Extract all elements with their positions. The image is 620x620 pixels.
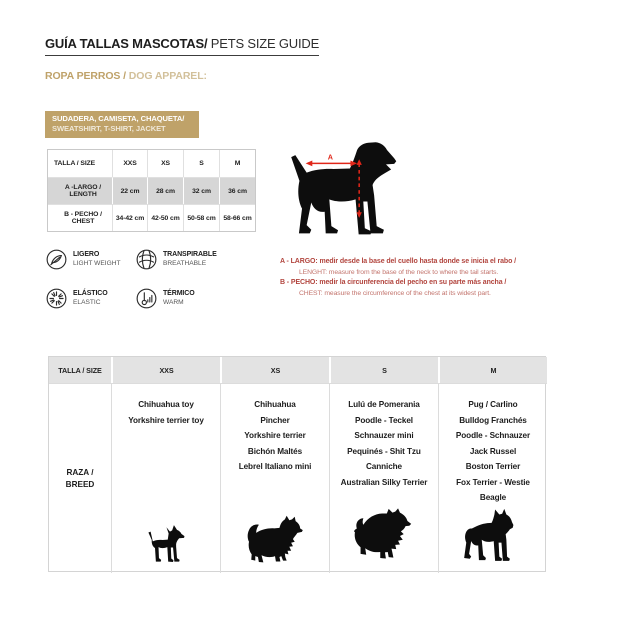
chest-instruction-es: B - PECHO: medir la circunferencia del pecho en su parte más ancha / xyxy=(280,279,507,286)
feature-name-es: LIGERO xyxy=(73,251,100,258)
breed-item: Schnauzer mini xyxy=(354,431,414,440)
breed-item: Lebrel Italiano mini xyxy=(238,462,312,471)
breed-item: Australian Silky Terrier xyxy=(340,477,428,487)
garment-category-es: SUDADERA, CAMISETA, CHAQUETA/ xyxy=(52,114,185,123)
chest-instruction-en: CHEST: measure the circumference of the chest at its widest part. xyxy=(299,289,491,297)
chest-value: 42-50 cm xyxy=(147,204,183,231)
length-row-label: A -LARGO / LENGTH xyxy=(48,177,112,204)
breed-table-header-cell: M xyxy=(438,357,547,383)
breed-cell-xxs xyxy=(111,383,220,573)
feature-elastic xyxy=(46,288,108,309)
breed-size-table xyxy=(48,356,546,572)
breed-cell-m xyxy=(438,383,547,573)
breed-row-label-en: BREED xyxy=(65,479,95,489)
breed-table-header-cell: XS xyxy=(220,357,329,383)
subtitle-es: ROPA PERROS / xyxy=(45,70,129,82)
breed-row-label-cell xyxy=(49,383,111,573)
feature-name-es: TRANSPIRABLE xyxy=(163,251,217,258)
length-value: 36 cm xyxy=(219,177,255,204)
measuring-instructions xyxy=(280,257,600,299)
feature-lightweight xyxy=(46,249,121,270)
feature-name-en: WARM xyxy=(163,299,184,306)
labrador-silhouette-icon xyxy=(284,133,422,239)
page-title xyxy=(45,36,319,56)
size-table-header-cell: TALLA / SIZE xyxy=(54,160,96,167)
breed-table-header-cell: TALLA / SIZE xyxy=(49,357,111,383)
breed-row-label-es: RAZA / xyxy=(66,467,94,477)
length-value: 32 cm xyxy=(183,177,219,204)
feature-warm xyxy=(136,288,195,309)
length-value: 28 cm xyxy=(147,177,183,204)
breed-item: Bichón Maltés xyxy=(247,446,303,456)
chest-row-label: B - PECHO / CHEST xyxy=(48,204,112,231)
elastic-icon xyxy=(46,288,67,309)
chest-value: 34-42 cm xyxy=(112,204,147,231)
page-title-es: GUÍA TALLAS MASCOTAS/ xyxy=(45,36,208,51)
feature-name-en: LIGHT WEIGHT xyxy=(73,260,121,267)
length-instruction-en: LENGHT: measure from the base of the neck to where the tail starts. xyxy=(299,268,499,276)
length-instruction-es: A - LARGO: medir desde la base del cuello hasta donde se inicia el rabo / xyxy=(280,258,516,265)
breed-item: Yorkshire terrier xyxy=(244,431,306,440)
french-bulldog-silhouette-icon xyxy=(450,506,536,567)
size-table-header-cell: M xyxy=(219,150,255,177)
dog-measurement-diagram xyxy=(284,133,422,239)
breathable-icon xyxy=(136,249,157,270)
breed-item: Pequinés - Shit Tzu xyxy=(347,446,421,456)
breed-item: Boston Terrier xyxy=(465,462,521,471)
breed-item: Yorkshire terrier toy xyxy=(128,415,204,425)
chihuahua-silhouette-icon xyxy=(142,522,190,566)
size-table-header-cell: S xyxy=(183,150,219,177)
breed-item: Lulú de Pomerania xyxy=(348,400,420,409)
breed-item: Poodle - Schnauzer xyxy=(455,431,531,440)
breed-item: Fox Terrier - Westie xyxy=(456,477,530,487)
breed-item: Canniche xyxy=(365,462,403,471)
breed-table-header-cell: XXS xyxy=(111,357,220,383)
size-table-header-cell: XXS xyxy=(112,150,147,177)
section-subtitle xyxy=(45,70,207,82)
length-value: 22 cm xyxy=(112,177,147,204)
breed-item: Pug / Carlino xyxy=(468,400,518,409)
breed-cell-xs xyxy=(220,383,329,573)
feature-name-es: TÉRMICO xyxy=(163,290,195,297)
size-table-header-cell: XS xyxy=(147,150,183,177)
breed-cell-s xyxy=(329,383,438,573)
feather-icon xyxy=(46,249,67,270)
garment-category-en: SWEATSHIRT, T-SHIRT, JACKET xyxy=(52,124,166,133)
chest-value: 50-58 cm xyxy=(183,204,219,231)
breed-item: Beagle xyxy=(479,493,507,502)
breed-item: Bulldog Franchés xyxy=(459,415,527,425)
size-measurements-table xyxy=(47,149,256,232)
feature-breathable xyxy=(136,249,217,270)
page-title-en: PETS SIZE GUIDE xyxy=(207,36,320,51)
subtitle-en: DOG APPAREL: xyxy=(128,70,207,82)
chest-value: 58-66 cm xyxy=(219,204,255,231)
feature-name-es: ELÁSTICO xyxy=(73,290,108,297)
pomeranian-silhouette-icon xyxy=(349,506,419,566)
length-arrow-label: A xyxy=(327,152,333,162)
breed-item: Chihuahua xyxy=(254,400,296,409)
breed-item: Jack Russel xyxy=(469,446,517,456)
breed-table-header-cell: S xyxy=(329,357,438,383)
breed-item: Chihuahua toy xyxy=(138,400,194,409)
feature-name-en: BREATHABLE xyxy=(163,260,207,267)
feature-name-en: ELASTIC xyxy=(73,299,101,306)
breed-item: Pincher xyxy=(260,415,290,425)
thermal-icon xyxy=(136,288,157,309)
breed-item: Poodle - Teckel xyxy=(355,415,413,425)
garment-category-box xyxy=(45,111,199,138)
longhair-chihuahua-silhouette-icon xyxy=(245,514,305,566)
